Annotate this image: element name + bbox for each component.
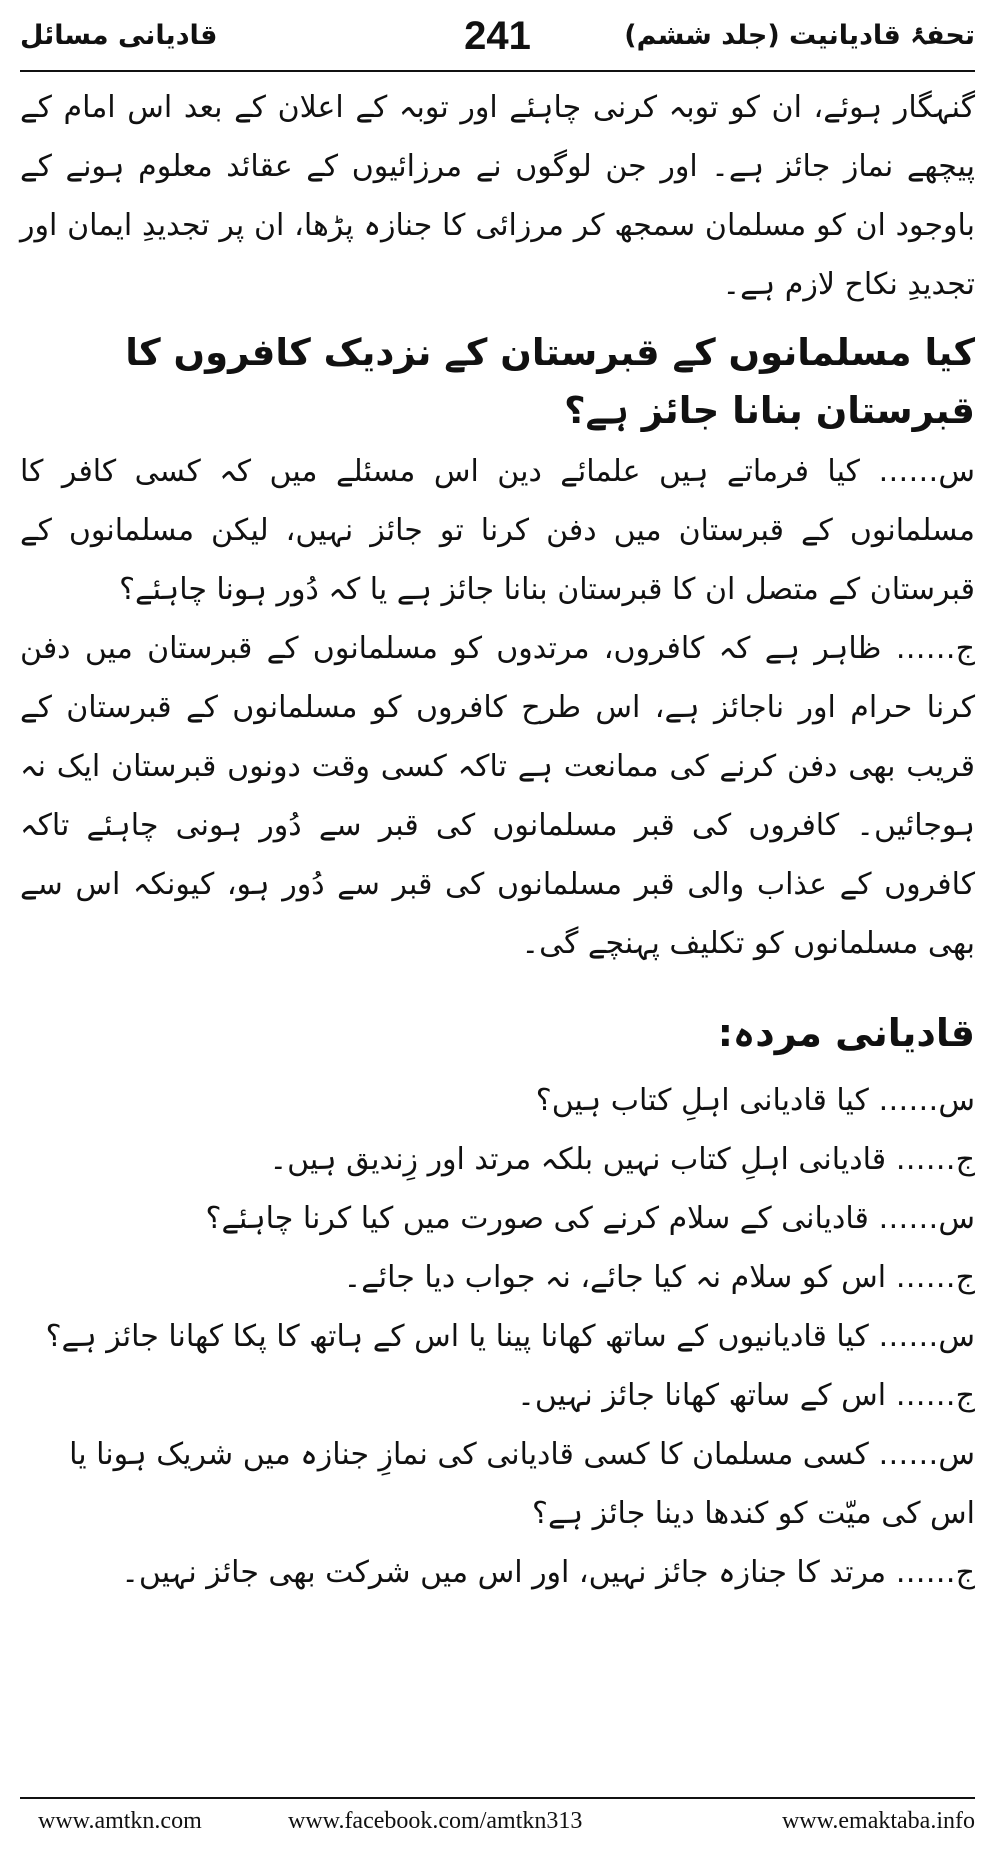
footer-divider xyxy=(20,1797,975,1799)
question-cemetery: س…… کیا فرماتے ہیں علمائے دین اس مسئلے میں کہ کسی کافر کا مسلمانوں کے قبرستان میں دفن کرنا تو جائز نہیں، لیکن مسلمانوں کے قبرستان کے متصل ان کا قبرستان بنانا جائز ہے یا کہ دُور ہونا چاہئے؟ xyxy=(20,454,975,607)
footer-link-emaktaba[interactable]: www.emaktaba.info xyxy=(781,1808,975,1834)
answer-4: ج…… مرتد کا جنازہ جائز نہیں، اور اس میں شرکت بھی جائز نہیں۔ xyxy=(121,1555,975,1590)
intro-paragraph: گنہگار ہوئے، ان کو توبہ کرنی چاہئے اور توبہ کے اعلان کے بعد اس امام کے پیچھے نماز جائز ہے۔ اور جن لوگوں نے مرزائیوں کے عقائد معلوم ہونے کے باوجود ان کو مسلمان سمجھ کر مرزائی کا جنازہ پڑھا، ان پر تجدیدِ ایمان اور تجدیدِ نکاح لازم ہے۔ xyxy=(20,90,975,302)
question-2: س…… قادیانی کے سلام کرنے کی صورت میں کیا کرنا چاہئے؟ xyxy=(205,1201,975,1236)
page-header xyxy=(20,14,975,60)
answer-2: ج…… اس کو سلام نہ کیا جائے، نہ جواب دیا جائے۔ xyxy=(343,1260,975,1295)
footer-link-facebook[interactable]: www.facebook.com/amtkn313 xyxy=(288,1808,583,1834)
question-4: س…… کسی مسلمان کا کسی قادیانی کی نمازِ جنازہ میں شریک ہونا یا اس کی میّت کو کندھا دینا جائز ہے؟ xyxy=(69,1437,975,1531)
book-title: تحفۂ قادیانیت (جلد ششم) xyxy=(624,20,975,51)
page xyxy=(20,0,975,1850)
qa-list xyxy=(20,1071,975,1602)
answer-3: ج…… اس کے ساتھ کھانا جائز نہیں۔ xyxy=(517,1378,975,1413)
question-1: س…… کیا قادیانی اہلِ کتاب ہیں؟ xyxy=(535,1083,975,1118)
section-title-qadiani-dead: قادیانی مردہ: xyxy=(717,1011,975,1055)
question-3: س…… کیا قادیانیوں کے ساتھ کھانا پینا یا اس کے ہاتھ کا پکا کھانا جائز ہے؟ xyxy=(45,1319,975,1354)
header-divider xyxy=(20,70,975,72)
answer-cemetery: ج…… ظاہر ہے کہ کافروں، مرتدوں کو مسلمانوں کے قبرستان میں دفن کرنا حرام اور ناجائز ہے، اس طرح کافروں کو مسلمانوں کے قبرستان کے قریب بھی دفن کرنے کی ممانعت ہے تاکہ کسی وقت دونوں قبرستان ایک نہ ہوجائیں۔ کافروں کی قبر مسلمانوں کی قبر سے دُور ہونی چاہئے تاکہ کافروں کے عذاب والی قبر مسلمانوں کی قبر سے دُور ہو، کیونکہ اس سے بھی مسلمانوں کو تکلیف پہنچے گی۔ xyxy=(20,631,975,961)
section-heading-cemetery: کیا مسلمانوں کے قبرستان کے نزدیک کافروں کا قبرستان بنانا جائز ہے؟ xyxy=(125,331,975,432)
answer-1: ج…… قادیانی اہلِ کتاب نہیں بلکہ مرتد اور زِندیق ہیں۔ xyxy=(269,1142,975,1177)
page-number: 241 xyxy=(464,14,531,58)
chapter-title: قادیانی مسائل xyxy=(20,20,218,51)
page-body xyxy=(20,78,975,1602)
footer-link-amtkn[interactable]: www.amtkn.com xyxy=(38,1808,202,1834)
